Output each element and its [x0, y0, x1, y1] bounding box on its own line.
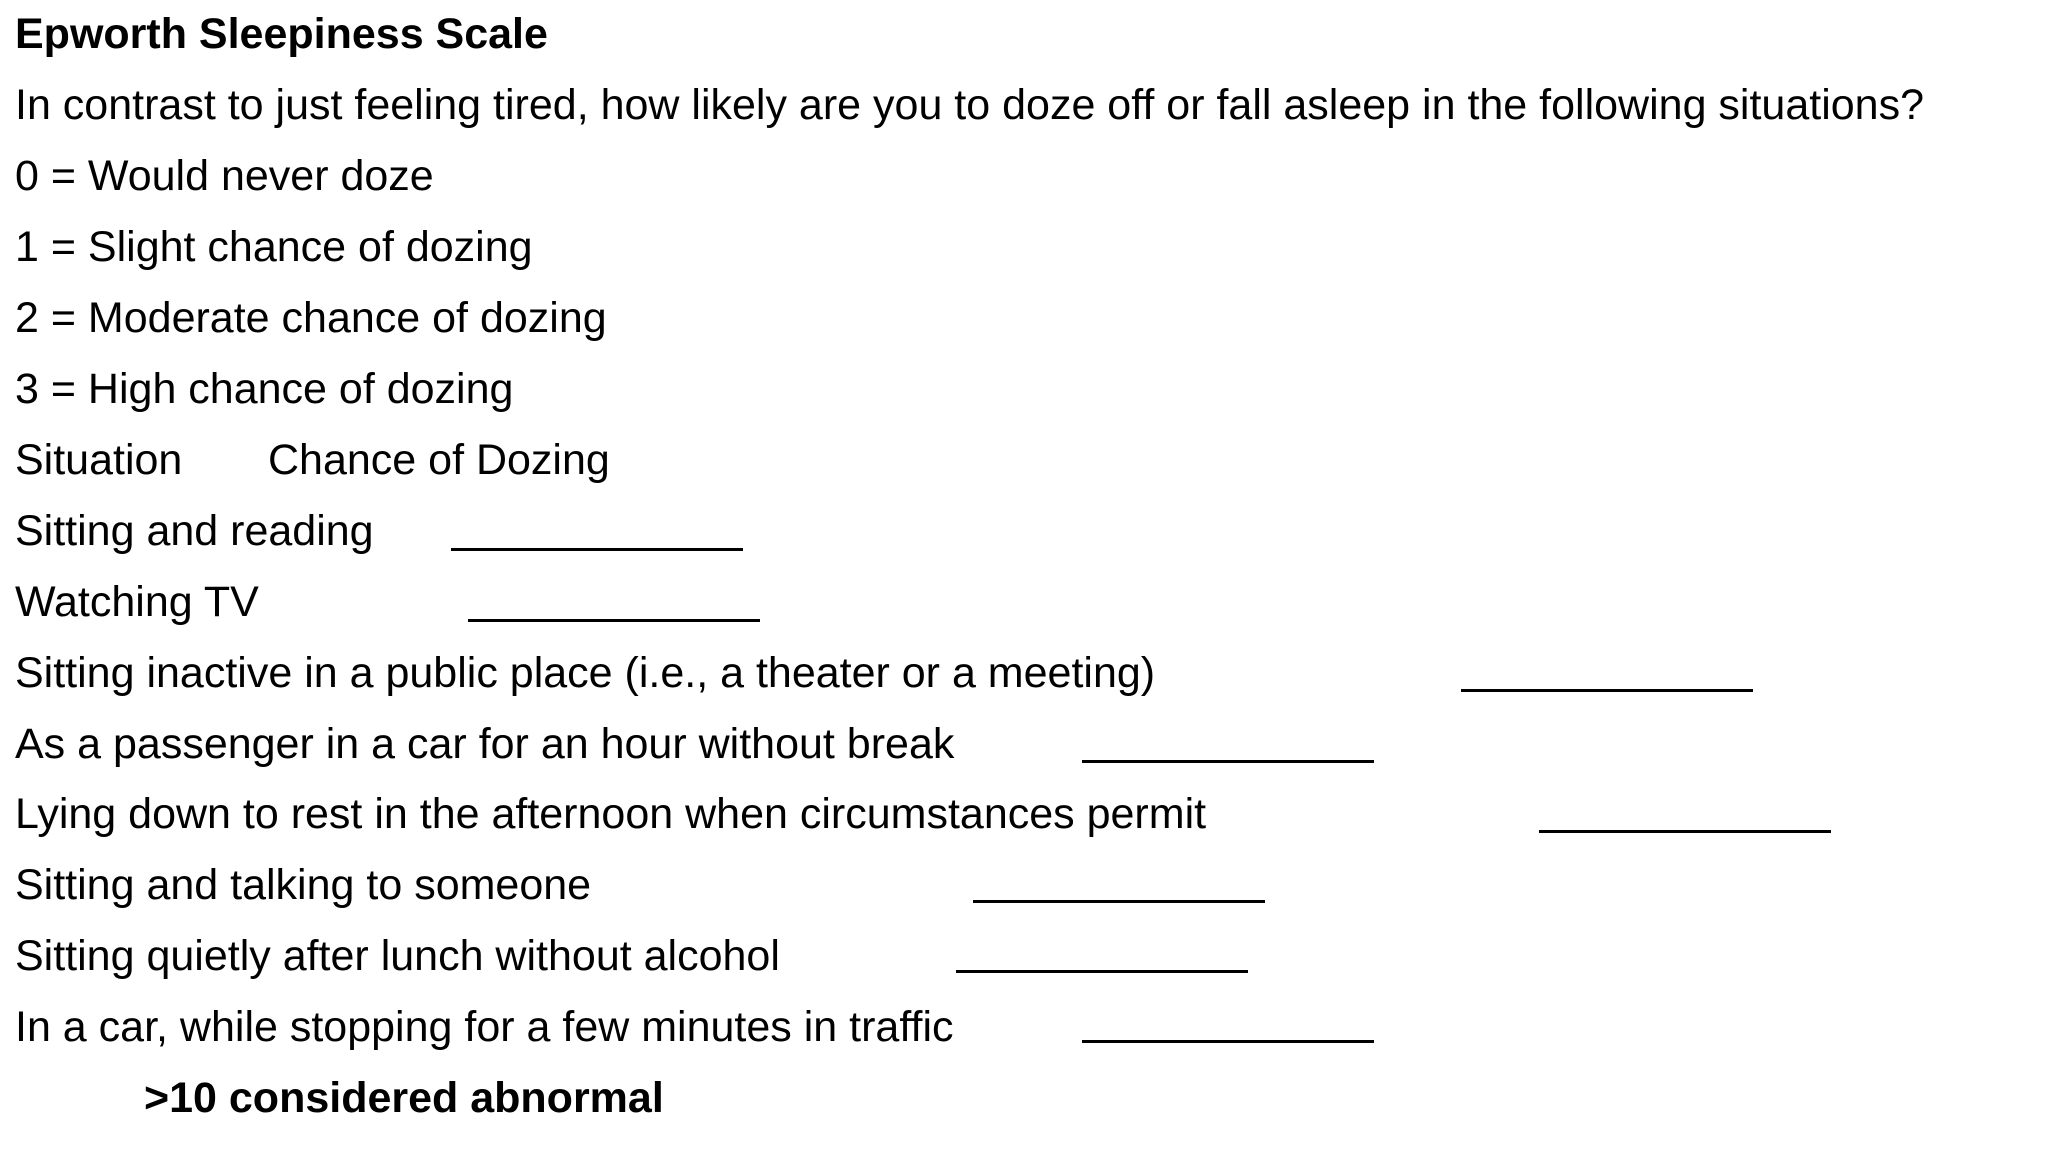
question-text: In contrast to just feeling tired, how likely are you to doze off or fall asleep in the following situations? — [15, 81, 1925, 129]
answer-blank-tv[interactable] — [468, 619, 760, 622]
situation-traffic: In a car, while stopping for a few minutes in traffic — [15, 1003, 954, 1051]
situation-lying-down: Lying down to rest in the afternoon when circumstances permit — [15, 790, 1207, 838]
answer-blank-public-place[interactable] — [1461, 689, 1753, 692]
answer-blank-reading[interactable] — [451, 548, 743, 551]
situation-talking: Sitting and talking to someone — [15, 861, 592, 909]
header-situation: Situation — [15, 436, 183, 484]
situation-after-lunch: Sitting quietly after lunch without alcohol — [15, 932, 780, 980]
situation-tv: Watching TV — [15, 578, 259, 626]
situation-public-place: Sitting inactive in a public place (i.e., a theater or a meeting) — [15, 649, 1156, 697]
situation-reading: Sitting and reading — [15, 507, 374, 555]
scale-item-2: 2 = Moderate chance of dozing — [15, 294, 607, 342]
abnormal-note: >10 considered abnormal — [144, 1074, 664, 1122]
answer-blank-passenger[interactable] — [1082, 760, 1374, 763]
answer-blank-lying-down[interactable] — [1539, 830, 1831, 833]
scale-item-0: 0 = Would never doze — [15, 152, 434, 200]
answer-blank-talking[interactable] — [973, 900, 1265, 903]
scale-item-1: 1 = Slight chance of dozing — [15, 223, 533, 271]
scale-item-3: 3 = High chance of dozing — [15, 365, 514, 413]
answer-blank-traffic[interactable] — [1082, 1040, 1374, 1043]
situation-passenger: As a passenger in a car for an hour without break — [15, 720, 955, 768]
document-title: Epworth Sleepiness Scale — [15, 10, 548, 58]
header-chance-of-dozing: Chance of Dozing — [268, 436, 610, 484]
answer-blank-after-lunch[interactable] — [956, 970, 1248, 973]
